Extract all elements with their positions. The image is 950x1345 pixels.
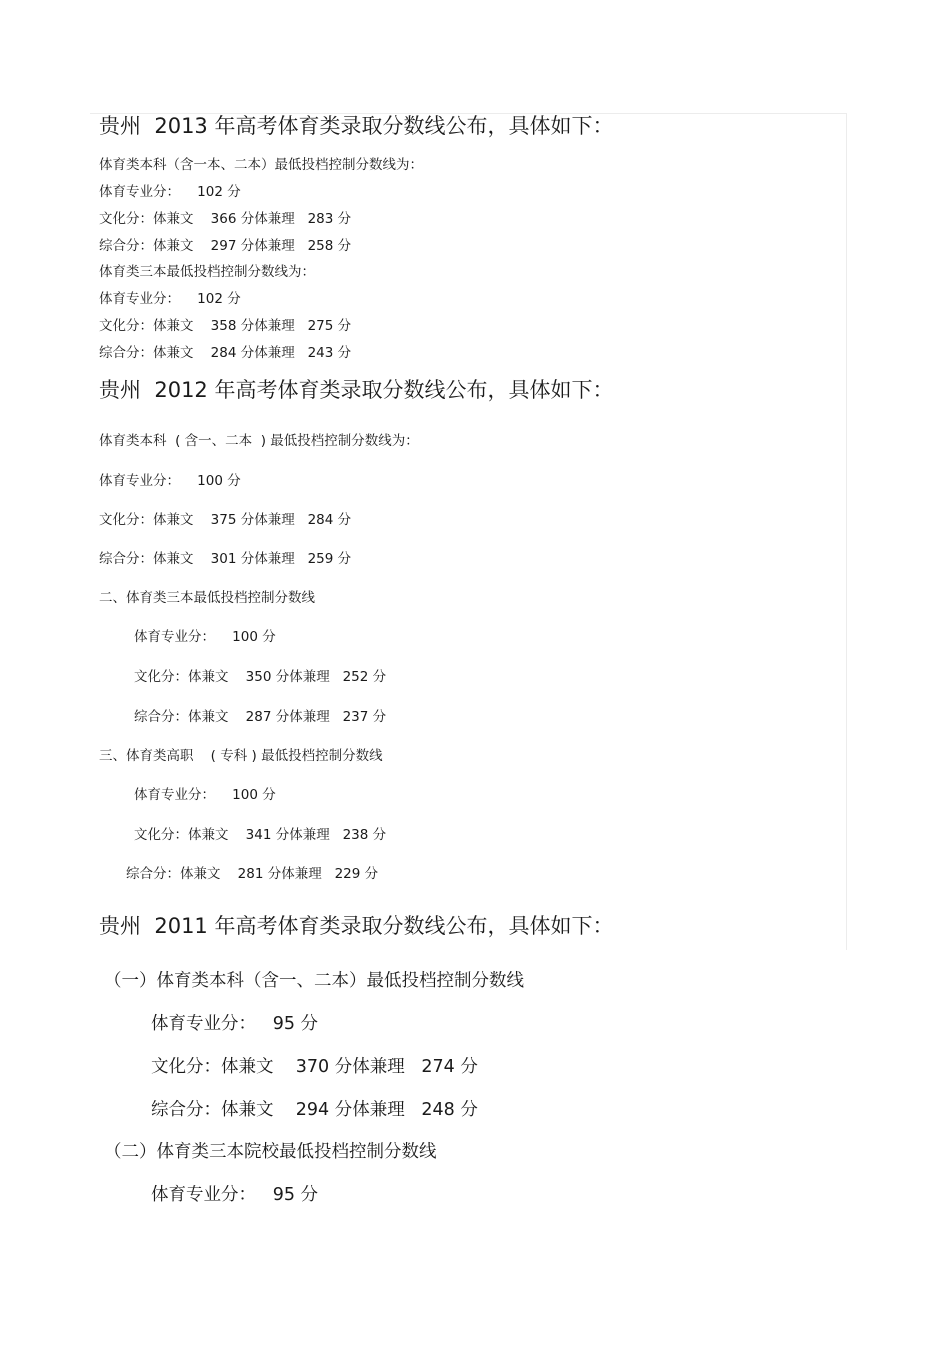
text-line: 综合分：体兼文 294 分体兼理 248 分 <box>151 1100 478 1120</box>
text-line: 体育专业分： 100 分 <box>134 629 276 645</box>
text-line: 综合分：体兼文 297 分体兼理 258 分 <box>99 238 352 254</box>
section-2013-title: 贵州 2013 年高考体育类录取分数线公布，具体如下： <box>99 114 614 138</box>
text-line: 综合分：体兼文 301 分体兼理 259 分 <box>99 551 352 567</box>
text-line: 二、体育类三本最低投档控制分数线 <box>99 590 315 606</box>
text-line: 综合分：体兼文 284 分体兼理 243 分 <box>99 345 352 361</box>
text-line: 综合分：体兼文 287 分体兼理 237 分 <box>134 709 387 725</box>
text-line: 文化分：体兼文 341 分体兼理 238 分 <box>134 827 387 843</box>
text-line: （二）体育类三本院校最低投档控制分数线 <box>104 1142 437 1162</box>
text-line: 体育专业分： 102 分 <box>99 184 241 200</box>
text-line: 文化分：体兼文 350 分体兼理 252 分 <box>134 669 387 685</box>
text-line: 文化分：体兼文 366 分体兼理 283 分 <box>99 211 352 227</box>
section-2012-title: 贵州 2012 年高考体育类录取分数线公布，具体如下： <box>99 378 614 402</box>
text-line: 体育类本科（含一本、二本）最低投档控制分数线为： <box>99 157 423 173</box>
text-line: 体育类本科 ( 含一、二本 ) 最低投档控制分数线为： <box>99 433 419 449</box>
text-line: 文化分：体兼文 370 分体兼理 274 分 <box>151 1057 478 1077</box>
section-2011-title: 贵州 2011 年高考体育类录取分数线公布，具体如下： <box>99 914 614 938</box>
text-line: 体育专业分： 95 分 <box>151 1185 319 1205</box>
text-line: 体育专业分： 100 分 <box>134 787 276 803</box>
text-line: （一）体育类本科（含一、二本）最低投档控制分数线 <box>104 971 524 991</box>
text-line: 体育专业分： 100 分 <box>99 473 241 489</box>
text-line: 文化分：体兼文 375 分体兼理 284 分 <box>99 512 352 528</box>
text-line: 体育类三本最低投档控制分数线为： <box>99 264 315 280</box>
text-line: 三、体育类高职 ( 专科 ) 最低投档控制分数线 <box>99 748 383 764</box>
text-line: 文化分：体兼文 358 分体兼理 275 分 <box>99 318 352 334</box>
text-line: 综合分：体兼文 281 分体兼理 229 分 <box>126 866 379 882</box>
text-line: 体育专业分： 102 分 <box>99 291 241 307</box>
text-line: 体育专业分： 95 分 <box>151 1014 319 1034</box>
